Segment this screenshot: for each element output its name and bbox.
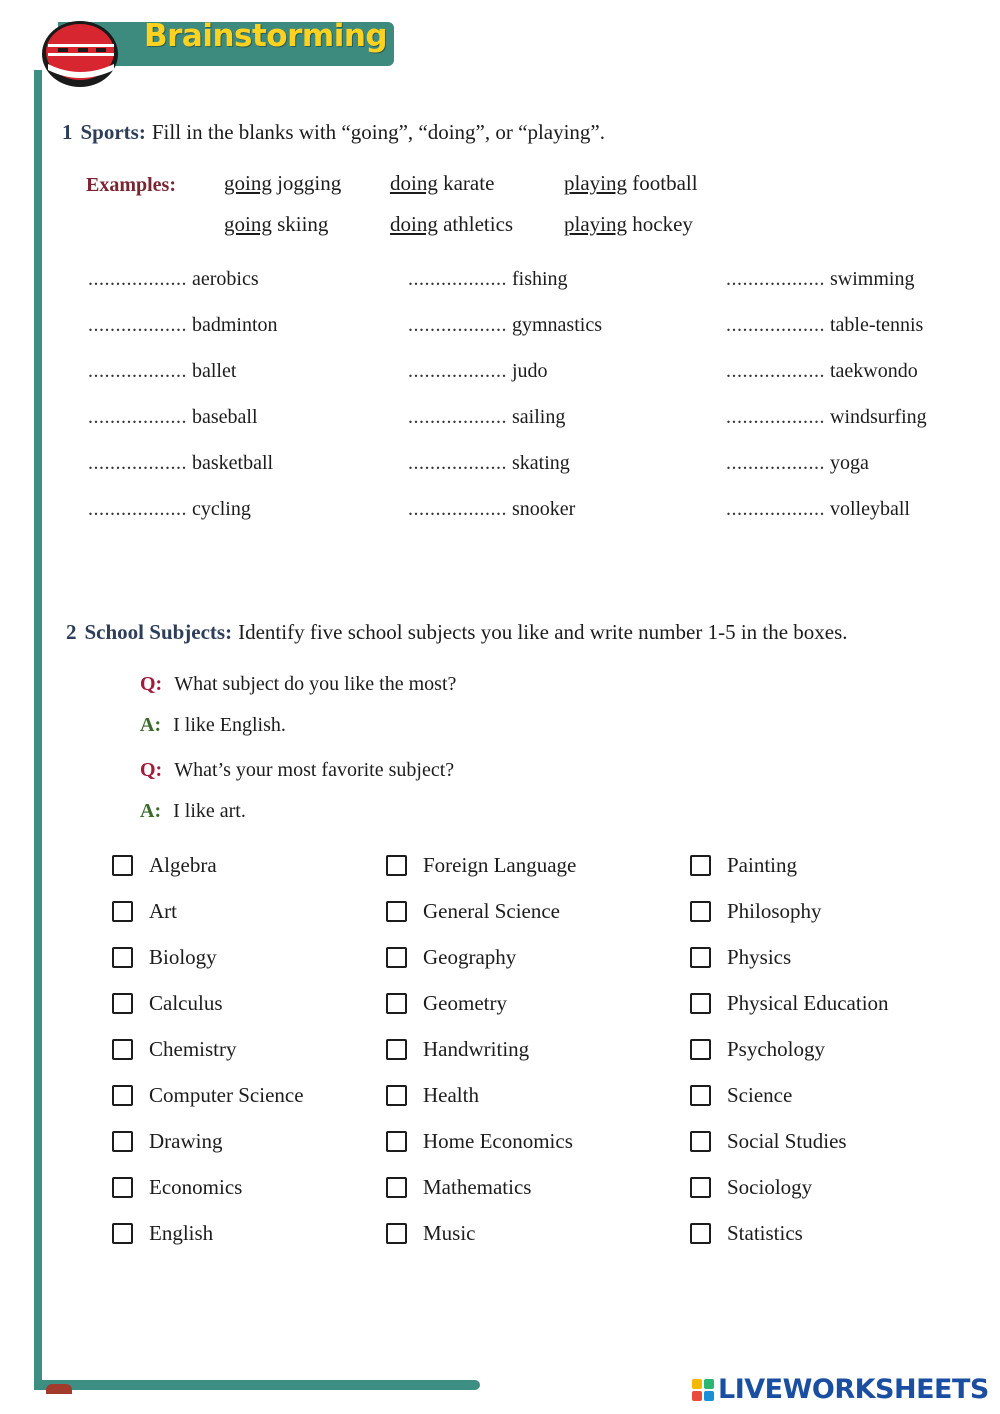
bottom-corner-icon <box>46 1384 72 1394</box>
sport-name: table-tennis <box>830 314 924 336</box>
subject-option <box>690 1037 825 1062</box>
sport-name: cycling <box>192 498 251 520</box>
subject-option <box>690 991 889 1016</box>
sport-blank-item <box>408 314 602 337</box>
answer-blank[interactable]: .................. <box>726 406 825 428</box>
sport-blank-item <box>408 498 575 521</box>
answer-blank[interactable]: .................. <box>726 360 825 382</box>
subject-label: Mathematics <box>423 1175 532 1199</box>
section1-instruction: Fill in the blanks with “going”, “doing”, or “playing”. <box>151 120 606 144</box>
subject-number-box[interactable] <box>386 1223 407 1244</box>
section2-heading <box>66 620 848 645</box>
subject-number-box[interactable] <box>112 1223 133 1244</box>
subject-option <box>690 1221 803 1246</box>
sport-blank-item <box>88 314 278 337</box>
flag-badge-icon <box>40 18 122 88</box>
sport-blank-item <box>408 268 568 291</box>
subject-option <box>690 1129 847 1154</box>
subject-label: Calculus <box>149 991 223 1015</box>
subject-label: Economics <box>149 1175 243 1199</box>
subject-number-box[interactable] <box>690 1039 711 1060</box>
subject-label: General Science <box>423 899 561 923</box>
subject-label: Music <box>423 1221 476 1245</box>
subject-label: Painting <box>727 853 798 877</box>
sport-name: fishing <box>512 268 568 290</box>
sport-blank-item <box>88 452 273 475</box>
qa-line: A: I like art. <box>140 800 246 822</box>
sport-blank-item <box>88 360 236 383</box>
sport-blank-item <box>726 360 918 383</box>
banner-title: Brainstorming <box>144 18 388 54</box>
subject-number-box[interactable] <box>690 1131 711 1152</box>
subject-number-box[interactable] <box>690 993 711 1014</box>
subject-label: Chemistry <box>149 1037 237 1061</box>
answer-blank[interactable]: .................. <box>88 452 187 474</box>
subject-number-box[interactable] <box>386 947 407 968</box>
subject-number-box[interactable] <box>690 901 711 922</box>
example-item: doing karate <box>390 171 495 195</box>
page-edge-bar <box>34 70 42 1390</box>
subject-number-box[interactable] <box>690 1177 711 1198</box>
subject-option <box>386 1221 476 1246</box>
subject-label: Psychology <box>727 1037 826 1061</box>
sport-blank-item <box>726 314 923 337</box>
answer-blank[interactable]: .................. <box>408 406 507 428</box>
subject-option <box>112 853 217 878</box>
sport-blank-item <box>88 406 258 429</box>
subject-label: Statistics <box>727 1221 803 1245</box>
subject-label: Geography <box>423 945 517 969</box>
subject-option <box>112 1129 222 1154</box>
example-item: going skiing <box>224 212 329 236</box>
subject-option <box>690 899 822 924</box>
sport-name: snooker <box>512 498 576 520</box>
example-item: playing hockey <box>564 212 693 236</box>
subject-option <box>386 1083 479 1108</box>
subject-number-box[interactable] <box>112 901 133 922</box>
sport-name: basketball <box>192 452 274 474</box>
sport-name: volleyball <box>830 498 910 520</box>
qa-line: Q: What’s your most favorite subject? <box>140 759 455 781</box>
section2-number: 2 <box>66 620 77 644</box>
answer-blank[interactable]: .................. <box>88 406 187 428</box>
subject-option <box>112 991 223 1016</box>
subject-label: Health <box>423 1083 479 1107</box>
answer-blank[interactable]: .................. <box>408 268 507 290</box>
subject-option <box>690 945 791 970</box>
sport-blank-item <box>726 498 910 521</box>
subject-number-box[interactable] <box>112 1177 133 1198</box>
subject-label: Social Studies <box>727 1129 847 1153</box>
subject-label: Physical Education <box>727 991 889 1015</box>
subject-label: Art <box>149 899 177 923</box>
subject-label: Computer Science <box>149 1083 304 1107</box>
subject-option <box>690 1083 792 1108</box>
subject-number-box[interactable] <box>112 855 133 876</box>
section1-label: Sports: <box>80 120 146 144</box>
answer-blank[interactable]: .................. <box>88 268 187 290</box>
liveworksheets-brand-text: LIVEWORKSHEETS <box>718 1374 989 1405</box>
answer-blank[interactable]: .................. <box>726 314 825 336</box>
answer-blank[interactable]: .................. <box>726 452 825 474</box>
subject-option <box>386 853 576 878</box>
subject-number-box[interactable] <box>386 1131 407 1152</box>
subject-label: Philosophy <box>727 899 822 923</box>
subject-label: Foreign Language <box>423 853 577 877</box>
subject-number-box[interactable] <box>386 1177 407 1198</box>
subject-label: Handwriting <box>423 1037 530 1061</box>
section1-number: 1 <box>62 120 73 144</box>
bottom-bar <box>34 1380 480 1390</box>
answer-blank[interactable]: .................. <box>88 360 187 382</box>
example-item: going jogging <box>224 171 342 195</box>
liveworksheets-logo <box>692 1374 989 1405</box>
subject-label: Drawing <box>149 1129 223 1153</box>
answer-blank[interactable]: .................. <box>88 498 187 520</box>
sport-name: skating <box>512 452 570 474</box>
sport-blank-item <box>726 406 927 429</box>
answer-blank[interactable]: .................. <box>726 268 825 290</box>
subject-number-box[interactable] <box>112 993 133 1014</box>
sport-blank-item <box>88 268 259 291</box>
sport-name: windsurfing <box>830 406 927 428</box>
sport-name: gymnastics <box>512 314 602 336</box>
answer-blank[interactable]: .................. <box>408 498 507 520</box>
subject-number-box[interactable] <box>112 1039 133 1060</box>
subject-number-box[interactable] <box>386 993 407 1014</box>
section2-instruction: Identify five school subjects you like and write number 1-5 in the boxes. <box>238 620 848 644</box>
subject-label: Geometry <box>423 991 507 1015</box>
subject-label: Home Economics <box>423 1129 573 1153</box>
subject-option <box>386 1037 529 1062</box>
subject-number-box[interactable] <box>386 1039 407 1060</box>
sport-name: badminton <box>192 314 278 336</box>
subject-option <box>386 1129 573 1154</box>
sport-name: baseball <box>192 406 258 428</box>
qa-line: A: I like English. <box>140 714 286 736</box>
sport-name: judo <box>512 360 548 382</box>
subject-option <box>386 899 560 924</box>
example-item: playing football <box>564 171 698 195</box>
subject-label: English <box>149 1221 214 1245</box>
subject-option <box>690 1175 812 1200</box>
answer-blank[interactable]: .................. <box>408 452 507 474</box>
section2-label: School Subjects: <box>84 620 233 644</box>
subject-number-box[interactable] <box>690 947 711 968</box>
subject-option <box>690 853 797 878</box>
subject-label: Biology <box>149 945 217 969</box>
qa-line: Q: What subject do you like the most? <box>140 673 457 695</box>
subject-option <box>112 1083 304 1108</box>
answer-blank[interactable]: .................. <box>88 314 187 336</box>
sport-name: swimming <box>830 268 915 290</box>
subject-number-box[interactable] <box>690 1085 711 1106</box>
subject-number-box[interactable] <box>112 947 133 968</box>
sport-name: taekwondo <box>830 360 918 382</box>
sport-blank-item <box>726 268 914 291</box>
answer-blank[interactable]: .................. <box>408 314 507 336</box>
sport-blank-item <box>726 452 869 475</box>
section1-heading <box>62 120 605 145</box>
subject-label: Algebra <box>149 853 217 877</box>
sport-name: yoga <box>830 452 869 474</box>
sport-name: sailing <box>512 406 566 428</box>
subject-number-box[interactable] <box>690 1223 711 1244</box>
sport-name: aerobics <box>192 268 259 290</box>
subject-option <box>112 1175 242 1200</box>
subject-option <box>112 945 217 970</box>
sport-blank-item <box>408 360 548 383</box>
example-item: doing athletics <box>390 212 514 236</box>
subject-option <box>112 899 177 924</box>
subject-number-box[interactable] <box>386 855 407 876</box>
subject-number-box[interactable] <box>112 1085 133 1106</box>
examples-label: Examples: <box>86 174 176 196</box>
subject-label: Physics <box>727 945 792 969</box>
subject-label: Science <box>727 1083 793 1107</box>
subject-option <box>112 1037 237 1062</box>
subject-number-box[interactable] <box>690 855 711 876</box>
subject-option <box>386 991 507 1016</box>
liveworksheets-icon <box>692 1379 714 1401</box>
sport-blank-item <box>408 452 570 475</box>
subject-number-box[interactable] <box>112 1131 133 1152</box>
subject-option <box>386 945 516 970</box>
answer-blank[interactable]: .................. <box>408 360 507 382</box>
sport-blank-item <box>88 498 251 521</box>
sport-name: ballet <box>192 360 237 382</box>
sport-blank-item <box>408 406 565 429</box>
subject-label: Sociology <box>727 1175 813 1199</box>
subject-option <box>112 1221 213 1246</box>
subject-number-box[interactable] <box>386 901 407 922</box>
subject-option <box>386 1175 531 1200</box>
subject-number-box[interactable] <box>386 1085 407 1106</box>
answer-blank[interactable]: .................. <box>726 498 825 520</box>
